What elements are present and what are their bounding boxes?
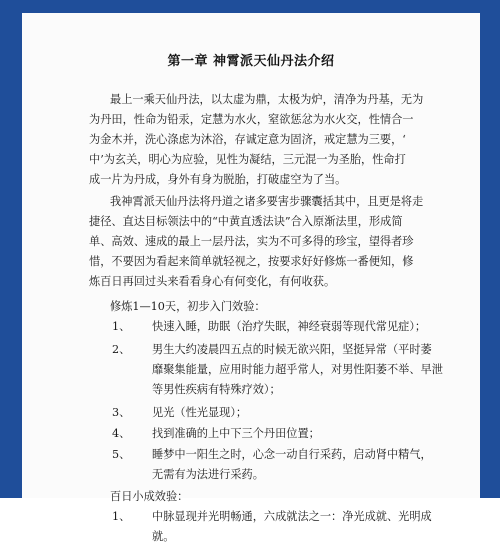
- body-line: 惜，不要因为看起来简单就轻视之，按要求好好修炼一番便知，修: [89, 255, 414, 268]
- list-item: 等男性疾病有特殊疗效）；: [152, 383, 281, 396]
- body-line: 我神霄派天仙丹法将丹道之诸多要害步骤囊括其中，且更是将走: [110, 195, 424, 208]
- body-line: 单、高效、速成的最上一层丹法，实为不可多得的珍宝，望得者珍: [89, 235, 414, 248]
- list-item: 男生大约凌晨四五点的时候无欲兴阳，坚挺异常（平时萎: [152, 343, 432, 356]
- section-heading: 百日小成效验：: [110, 490, 189, 503]
- list-marker: 2、: [112, 343, 131, 356]
- chapter-title: 第一章 神霄派天仙丹法介绍: [167, 54, 335, 69]
- body-line: 炼百日再回过头来看看身心有何变化，有何收获。: [89, 275, 336, 288]
- list-item: 找到准确的上中下三个丹田位置；: [152, 427, 320, 440]
- list-marker: 5、: [112, 448, 131, 461]
- intro-line: 中’为玄关，明心为应验，见性为凝结，三元混一为圣胎，性命打: [89, 153, 406, 166]
- list-marker: 4、: [112, 427, 131, 440]
- list-marker: 1、: [112, 510, 131, 523]
- list-item: 睡梦中一阳生之时，心念一动自行采药，启动肾中精气，: [152, 448, 432, 461]
- list-item: 无需有为法进行采药。: [152, 468, 264, 481]
- list-marker: 3、: [112, 406, 131, 419]
- intro-line: 成一片为丹成，身外有身为脱胎，打破虚空为了当。: [89, 173, 347, 186]
- intro-line: 为金木并，洗心涤虑为沐浴，存诚定意为固济，戒定慧为三要，‘: [89, 133, 406, 146]
- intro-line: 最上一乘天仙丹法，以太虚为鼎，太极为炉，清净为丹基，无为: [110, 93, 424, 106]
- list-item: 见光（性光显现）；: [152, 406, 248, 419]
- intro-line: 为丹田，性命为铅汞，定慧为水火，窒欲惩忿为水火交，性情合一: [89, 113, 414, 126]
- body-line: 捷径、直达目标领法中的“中黄直透法诀”合入原渐法里，形成简: [89, 215, 403, 228]
- section-heading: 修炼1—10天，初步入门效验：: [110, 300, 266, 313]
- list-item: 快速入睡，助眠（治疗失眠，神经衰弱等现代常见症）；: [152, 320, 427, 333]
- list-item: 中脉显现并光明畅通，六成就法之一：净光成就、光明成: [152, 510, 432, 523]
- document-page: [22, 13, 480, 543]
- list-item: 就。: [152, 530, 175, 543]
- list-marker: 1、: [112, 320, 131, 333]
- list-item: 靡聚集能量，应用时能力超乎常人，对男性阳萎不举、早泄: [152, 363, 443, 376]
